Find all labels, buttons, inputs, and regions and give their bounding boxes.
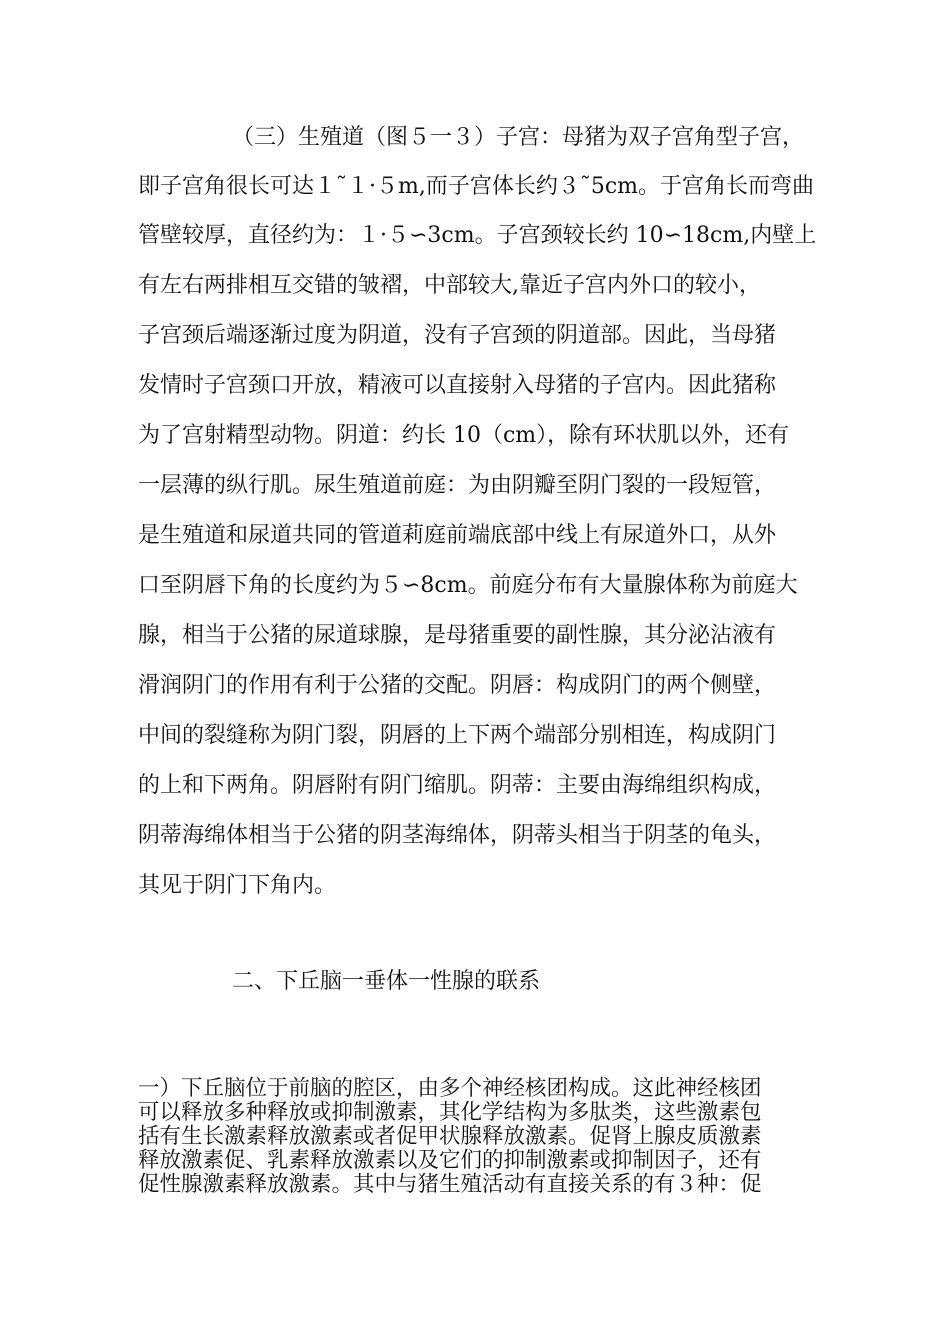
text-line: 是生殖道和尿道共同的管道莉庭前端底部中线上有尿道外口，从外 (138, 523, 777, 548)
text-line: 有左右两排相互交错的皱褶，中部较大,靠近子宫内外口的较小， (138, 273, 761, 298)
text-line: 滑润阴门的作用有利于公猪的交配。阴唇：构成阴门的两个侧壁， (138, 673, 777, 698)
text-line: 子宫颈后端逐渐过度为阴道，没有子宫颈的阴道部。因此，当母猪 (138, 323, 777, 348)
text-line: 发情时子宫颈口开放，精液可以直接射入母猪的子宫内。因此猪称 (138, 373, 777, 398)
text-line: 括有生长激素释放激素或者促甲状腺释放激素。促肾上腺皮质激素 (138, 1124, 762, 1149)
text-line: 一）下丘脑位于前脑的腔区，由多个神经核团构成。这此神经核团 (138, 1076, 762, 1101)
text-line: 释放激素促、乳素释放激素以及它们的抑制激素或抑制因子，还有 (138, 1148, 762, 1173)
text-line: 促性腺激素释放激素。其中与猪生殖活动有直接关系的有３种：促 (138, 1172, 762, 1197)
text-line: 其见于阴门下角内。 (138, 873, 337, 898)
text-line: 的上和下两角。阴唇附有阴门缩肌。阴蒂：主要由海绵组织构成， (138, 773, 777, 798)
text-line: 管壁较厚，直径约为：１·５∽3cm。子宫颈较长约 10∽18cm,内壁上 (138, 223, 817, 248)
text-line: 腺，相当于公猪的尿道球腺，是母猪重要的副性腺，其分泌沾液有 (138, 623, 777, 648)
text-line: 口至阴唇下角的长度约为５∽8cm。前庭分布有大量腺体称为前庭大 (138, 573, 798, 598)
text-line: 中间的裂缝称为阴门裂，阴唇的上下两个端部分别相连，构成阴门 (138, 723, 777, 748)
text-line: 一层薄的纵行肌。尿生殖道前庭：为由阴瓣至阴门裂的一段短管， (138, 473, 777, 498)
text-line: 阴蒂海绵体相当于公猪的阴茎海绵体，阴蒂头相当于阴茎的龟头， (138, 823, 777, 848)
text-line: （三）生殖道（图５一３）子宫：母猪为双子宫角型子宫， (232, 125, 805, 150)
section-heading: 二、下丘脑一垂体一性腺的联系 (232, 969, 541, 994)
text-line: 即子宫角很长可达１˜１·５m,而子宫体长约３˜5cm。于宫角长而弯曲 (138, 174, 815, 199)
text-line: 可以释放多种释放或抑制激素，其化学结构为多肽类，这些激素包 (138, 1100, 762, 1125)
text-line: 为了宫射精型动物。阴道：约长 10（cm），除有环状肌以外，还有 (138, 423, 790, 448)
